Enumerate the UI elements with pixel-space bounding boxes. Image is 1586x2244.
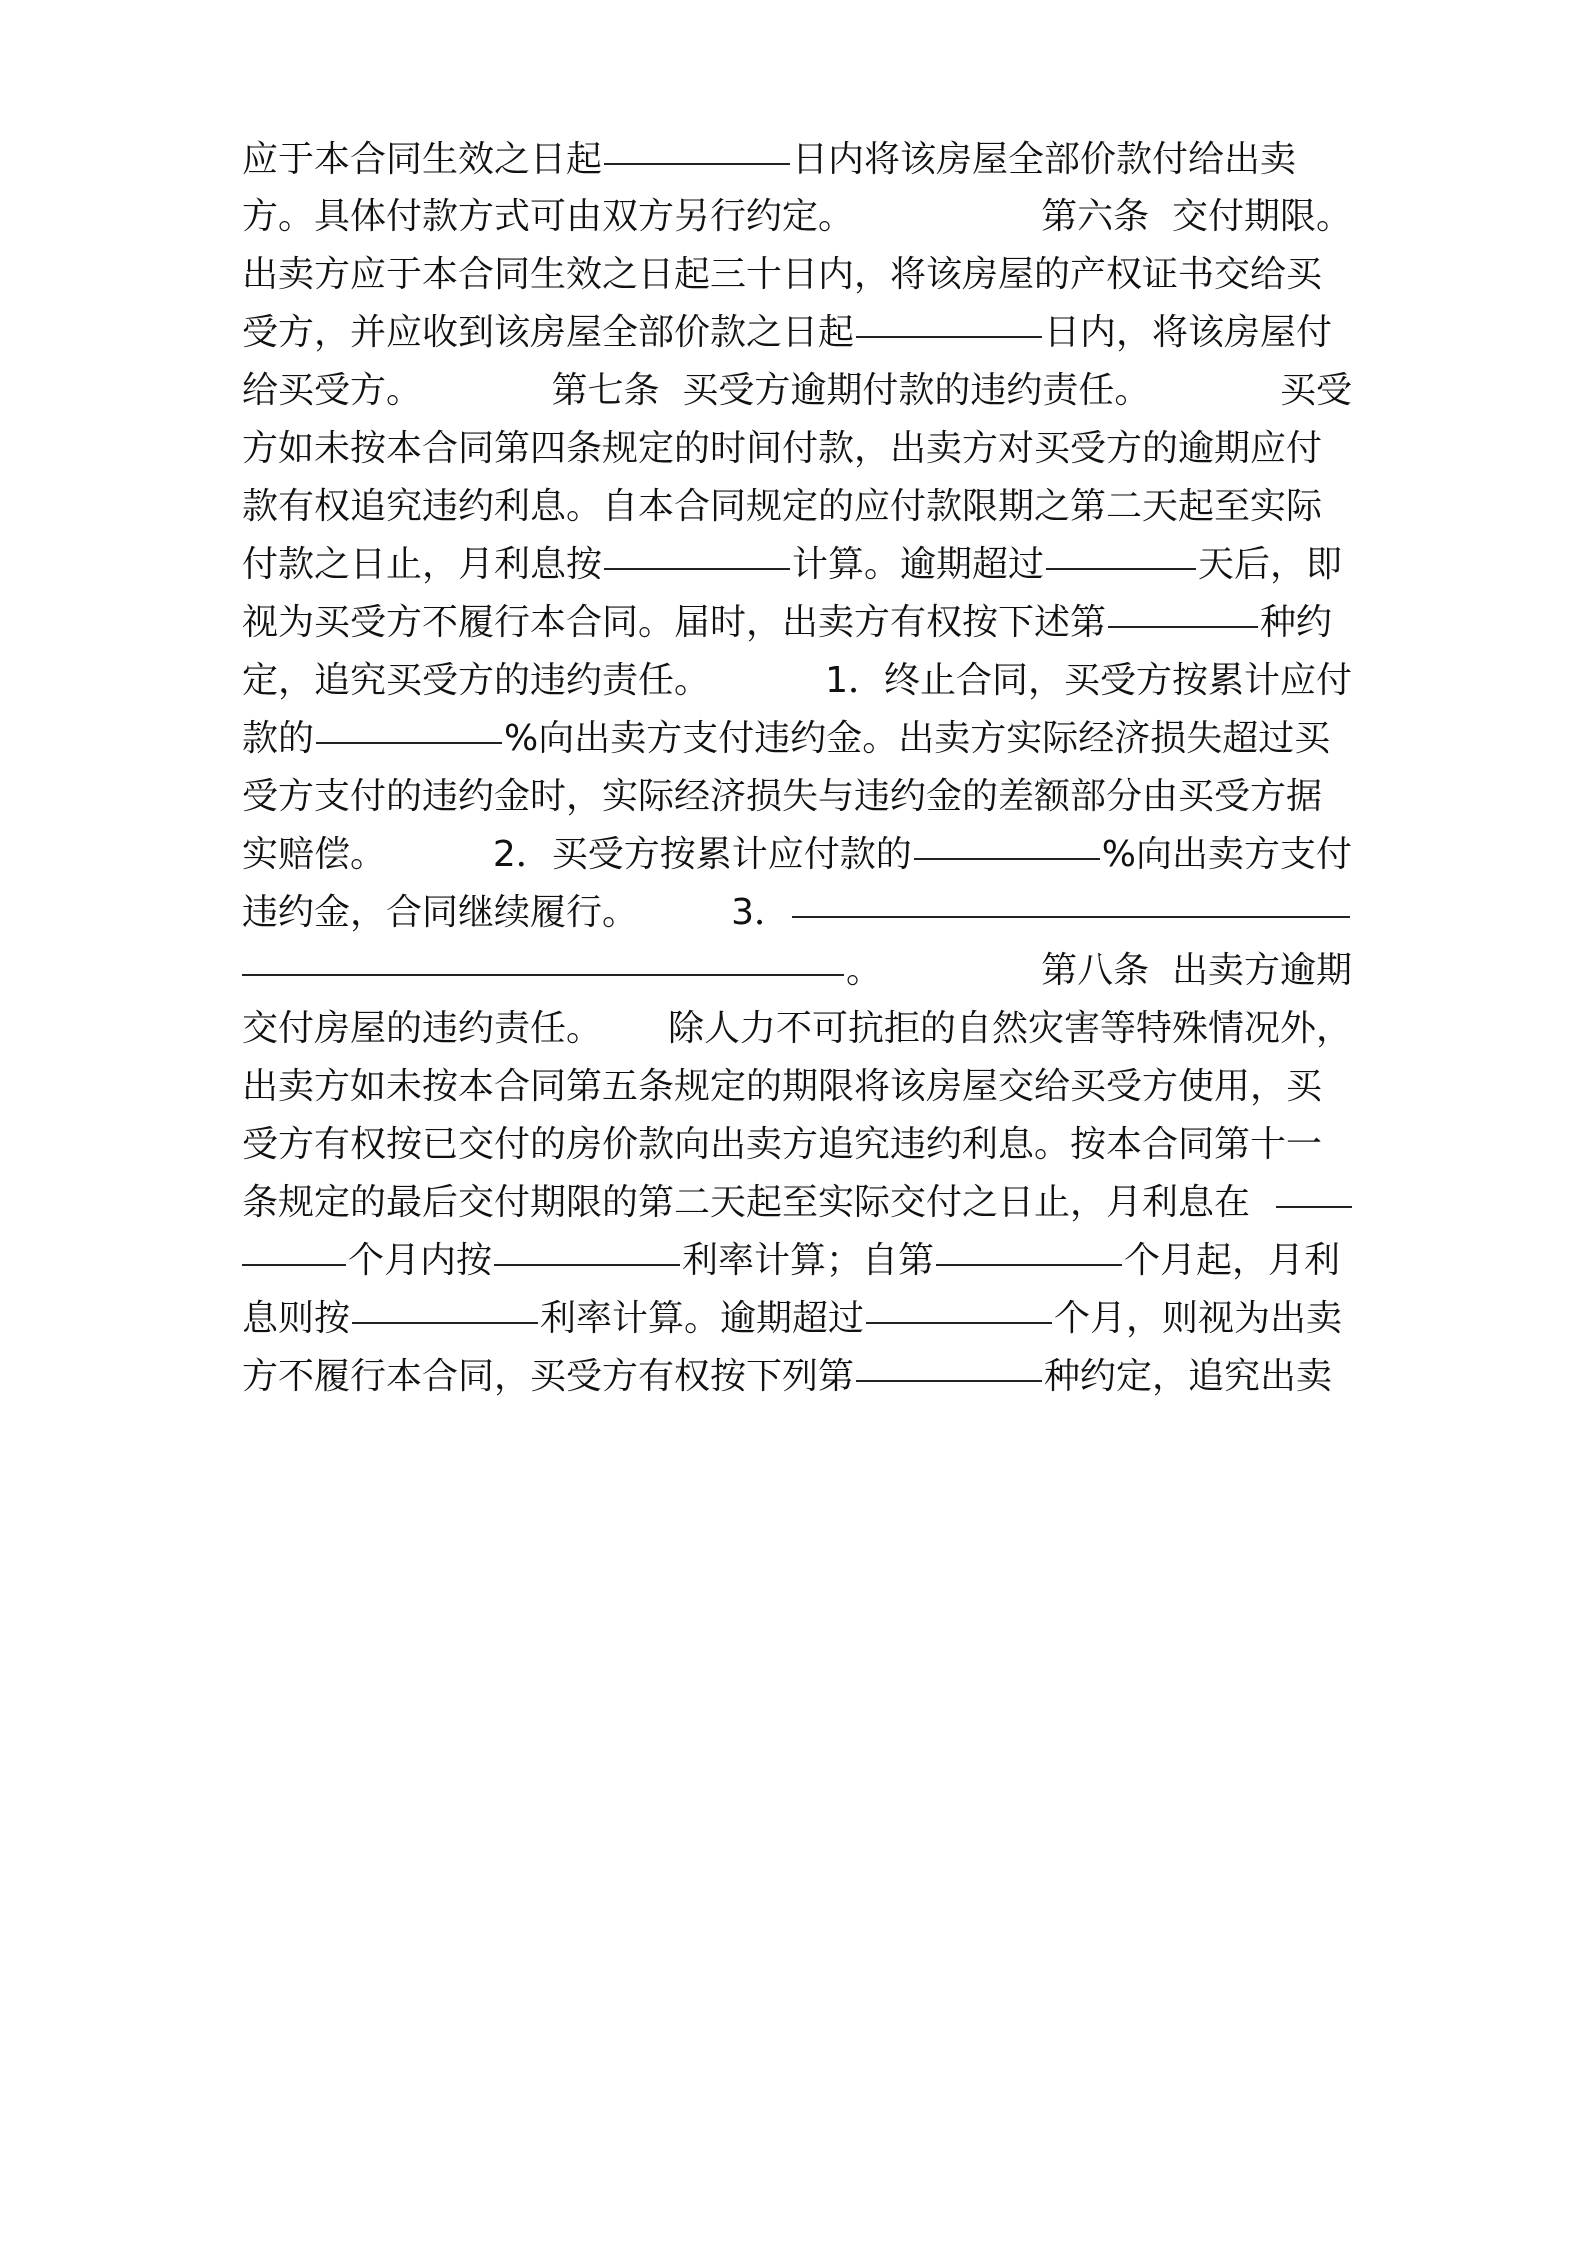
line-1-part-b: 日内将该房屋全部价款付给出卖 bbox=[792, 139, 1297, 180]
line-13-part-b: 2．买受方按累计应付款的 bbox=[492, 834, 912, 875]
line-15-part-a: 。 bbox=[846, 950, 883, 991]
line-8-part-c: 天后，即 bbox=[1198, 544, 1343, 585]
line-21-part-c: 个月，则视为出卖 bbox=[1054, 1298, 1343, 1339]
line-4-part-b: 日内，将该房屋付 bbox=[1044, 312, 1333, 353]
fill-blank bbox=[316, 741, 502, 744]
fill-blank bbox=[856, 335, 1042, 338]
line-4-part-a: 受方，并应收到该房屋全部价款之日起 bbox=[242, 312, 855, 353]
line-21-part-b: 利率计算。逾期超过 bbox=[540, 1298, 865, 1339]
text-line-9 bbox=[242, 593, 1352, 653]
text-line-6 bbox=[242, 419, 1352, 479]
line-10-part-a: 定，追究买受方的违约责任。 bbox=[242, 660, 711, 701]
text-line-20 bbox=[242, 1231, 1352, 1291]
line-19-part-a: 条规定的最后交付期限的第二天起至实际交付之日止，月利息在 bbox=[242, 1182, 1251, 1223]
line-21-part-a: 息则按 bbox=[242, 1298, 351, 1339]
fill-blank bbox=[242, 1263, 346, 1266]
line-20-part-b: 利率计算；自第 bbox=[682, 1240, 935, 1281]
line-2-part-b: 第六条 交付期限。 bbox=[1041, 196, 1352, 237]
line-16-part-b: 除人力不可抗拒的自然灾害等特殊情况外， bbox=[667, 1008, 1352, 1049]
text-line-3 bbox=[242, 245, 1352, 305]
line-16-part-a: 交付房屋的违约责任。 bbox=[242, 1008, 603, 1049]
fill-blank bbox=[792, 915, 1350, 918]
line-13-part-a: 实赔偿。 bbox=[242, 834, 387, 875]
line-20-part-c: 个月起，月利 bbox=[1124, 1240, 1341, 1281]
text-line-2 bbox=[242, 187, 1352, 247]
fill-blank bbox=[352, 1321, 538, 1324]
line-5-part-b: 第七条 买受方逾期付款的违约责任。 bbox=[551, 370, 1151, 411]
fill-blank bbox=[242, 973, 844, 976]
text-line-17 bbox=[242, 1057, 1352, 1117]
line-22-part-b: 种约定，追究出卖 bbox=[1044, 1356, 1333, 1397]
line-1-part-a: 应于本合同生效之日起 bbox=[242, 139, 603, 180]
fill-blank bbox=[866, 1321, 1052, 1324]
text-line-16 bbox=[242, 999, 1352, 1059]
fill-blank bbox=[914, 857, 1100, 860]
text-line-15 bbox=[242, 941, 1352, 1001]
fill-blank bbox=[604, 567, 790, 570]
text-line-13 bbox=[242, 825, 1352, 885]
line-17-part-a: 出卖方如未按本合同第五条规定的期限将该房屋交给买受方使用，买 bbox=[242, 1066, 1323, 1107]
text-line-22 bbox=[242, 1347, 1352, 1407]
line-18-part-a: 受方有权按已交付的房价款向出卖方追究违约利息。按本合同第十一 bbox=[242, 1124, 1323, 1165]
line-6-part-a: 方如未按本合同第四条规定的时间付款，出卖方对买受方的逾期应付 bbox=[242, 428, 1323, 469]
fill-blank bbox=[494, 1263, 680, 1266]
text-line-11 bbox=[242, 709, 1352, 769]
line-11-part-b: %向出卖方支付违约金。出卖方实际经济损失超过买 bbox=[504, 718, 1331, 759]
fill-blank bbox=[936, 1263, 1122, 1266]
text-line-7 bbox=[242, 477, 1352, 537]
text-line-18 bbox=[242, 1115, 1352, 1175]
fill-blank bbox=[1108, 625, 1258, 628]
text-line-19 bbox=[242, 1173, 1352, 1233]
line-10-part-b: 1．终止合同，买受方按累计应付 bbox=[825, 660, 1352, 701]
text-line-8 bbox=[242, 535, 1352, 595]
line-8-part-b: 计算。逾期超过 bbox=[792, 544, 1045, 585]
fill-blank bbox=[1046, 567, 1196, 570]
text-line-5 bbox=[242, 361, 1352, 421]
line-22-part-a: 方不履行本合同，买受方有权按下列第 bbox=[242, 1356, 855, 1397]
text-line-12 bbox=[242, 767, 1352, 827]
line-13-part-c: %向出卖方支付 bbox=[1101, 834, 1352, 875]
text-line-4 bbox=[242, 303, 1352, 363]
line-14-part-b: 3． bbox=[731, 892, 790, 933]
text-line-21 bbox=[242, 1289, 1352, 1349]
line-11-part-a: 款的 bbox=[242, 718, 315, 759]
line-12-part-a: 受方支付的违约金时，实际经济损失与违约金的差额部分由买受方据 bbox=[242, 776, 1323, 817]
line-3-part-a: 出卖方应于本合同生效之日起三十日内，将该房屋的产权证书交给买 bbox=[242, 254, 1323, 295]
line-20-part-a: 个月内按 bbox=[348, 1240, 493, 1281]
fill-blank bbox=[604, 162, 790, 165]
line-5-part-c: 买受 bbox=[1279, 370, 1352, 411]
line-5-part-a: 给买受方。 bbox=[242, 370, 423, 411]
line-9-part-b: 种约 bbox=[1260, 602, 1333, 643]
text-line-10 bbox=[242, 651, 1352, 711]
line-15-part-b: 第八条 出卖方逾期 bbox=[1041, 950, 1352, 991]
fill-blank bbox=[856, 1379, 1042, 1382]
line-8-part-a: 付款之日止，月利息按 bbox=[242, 544, 603, 585]
line-2-part-a: 方。具体付款方式可由双方另行约定。 bbox=[242, 196, 855, 237]
line-7-part-a: 款有权追究违约利息。自本合同规定的应付款限期之第二天起至实际 bbox=[242, 486, 1323, 527]
text-line-14 bbox=[242, 883, 1352, 943]
line-14-part-a: 违约金，合同继续履行。 bbox=[242, 892, 639, 933]
fill-blank bbox=[1276, 1205, 1352, 1208]
line-9-part-a: 视为买受方不履行本合同。届时，出卖方有权按下述第 bbox=[242, 602, 1107, 643]
text-line-1 bbox=[242, 130, 1352, 190]
